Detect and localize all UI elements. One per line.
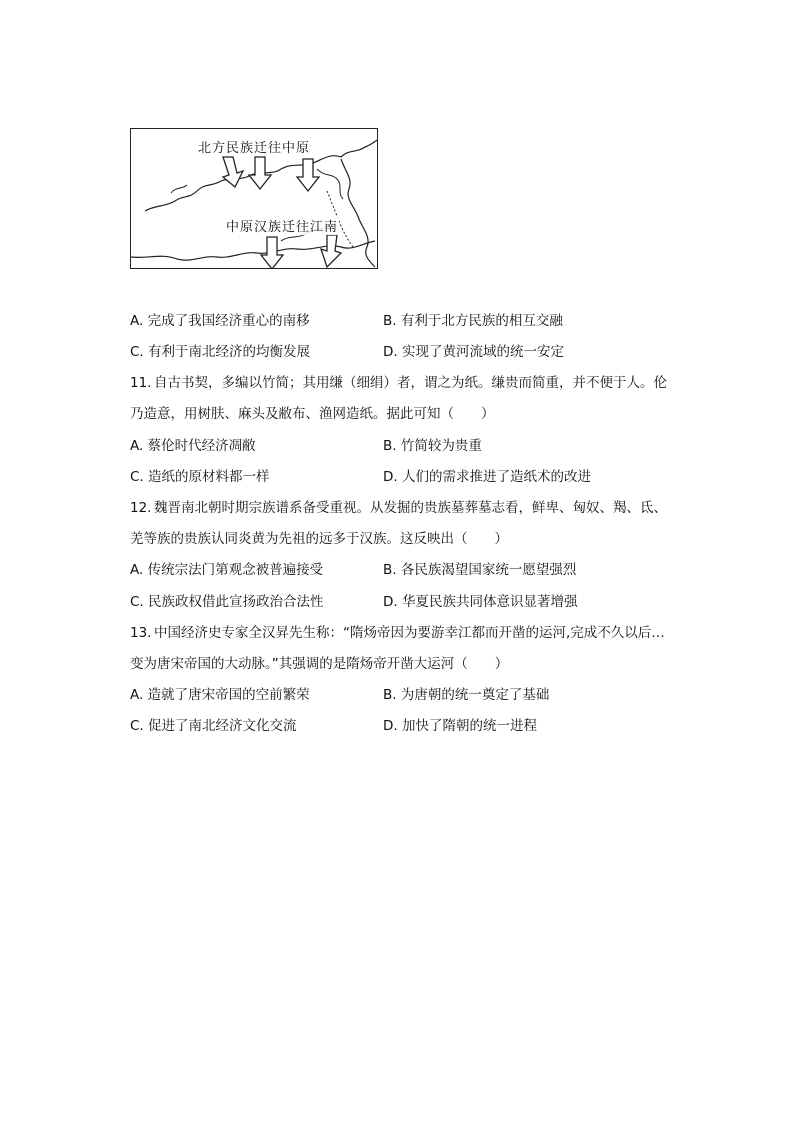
q13-option-d[interactable]: D. 加快了隋朝的统一进程 (383, 718, 537, 734)
q13-stem-line1 (130, 623, 665, 643)
q12-number: 12. (130, 500, 152, 516)
bohai-coast-line (317, 169, 343, 199)
q12-option-a[interactable]: A. 传统宗法门第观念被普遍接受 (130, 562, 324, 578)
east-coast-line (341, 159, 375, 267)
q13-number: 13. (130, 625, 152, 641)
q11-stem-line2: 乃造意，用树肤、麻头及敝布、渔网造纸。据此可知（ ） (130, 406, 495, 422)
south-border-line (131, 241, 375, 260)
map-label-north: 北方民族迁往中原 (197, 137, 311, 156)
q10-option-b[interactable]: B. 有利于北方民族的相互交融 (383, 313, 563, 329)
q13-option-c[interactable]: C. 促进了南北经济文化交流 (130, 718, 297, 734)
q12-stem-text1: 魏晋南北朝时期宗族谱系备受重视。从发掘的贵族墓葬墓志看，鲜卑、匈奴、羯、氐、 (154, 500, 667, 516)
q12-option-c[interactable]: C. 民族政权借此宣扬政治合法性 (130, 594, 324, 610)
q10-option-a[interactable]: A. 完成了我国经济重心的南移 (130, 313, 310, 329)
q10-option-c[interactable]: C. 有利于南北经济的均衡发展 (130, 344, 311, 360)
arrow-down-icon (321, 235, 341, 267)
q11-option-c[interactable]: C. 造纸的原材料都一样 (130, 469, 270, 485)
q10-option-d[interactable]: D. 实现了黄河流域的统一安定 (383, 344, 564, 360)
q11-option-d[interactable]: D. 人们的需求推进了造纸术的改进 (383, 469, 591, 485)
arrow-down-icon (297, 159, 319, 191)
q13-option-b[interactable]: B. 为唐朝的统一奠定了基础 (383, 687, 550, 703)
migration-map (130, 128, 378, 269)
arrow-down-icon (223, 157, 243, 187)
q12-option-d[interactable]: D. 华夏民族共同体意识显著增强 (383, 594, 578, 610)
q12-option-b[interactable]: B. 各民族渴望国家统一愿望强烈 (383, 562, 577, 578)
map-label-south: 中原汉族迁往江南 (225, 216, 339, 235)
q12-stem-line2: 羌等族的贵族认同炎黄为先祖的远多于汉族。这反映出（ ） (130, 531, 508, 547)
q11-number: 11. (130, 375, 152, 391)
q13-option-a[interactable]: A. 造就了唐宋帝国的空前繁荣 (130, 687, 310, 703)
q13-stem-text1: 中国经济史专家全汉昇先生称：“隋炀帝因为要游幸江都而开凿的运河,完成不久以后… (154, 625, 665, 641)
lake-outline (171, 185, 187, 193)
q12-stem-line1 (130, 498, 667, 518)
q11-stem-text1: 自古书契，多编以竹简；其用缣（细绢）者，谓之为纸。缣贵而简重，并不便于人。伦 (154, 375, 667, 391)
q11-option-b[interactable]: B. 竹简较为贵重 (383, 438, 482, 454)
q11-stem-line1 (130, 373, 667, 393)
q13-stem-line2: 变为唐宋帝国的大动脉。”其强调的是隋炀帝开凿大运河（ ） (130, 656, 509, 672)
q11-option-a[interactable]: A. 蔡伦时代经济凋敝 (130, 438, 256, 454)
